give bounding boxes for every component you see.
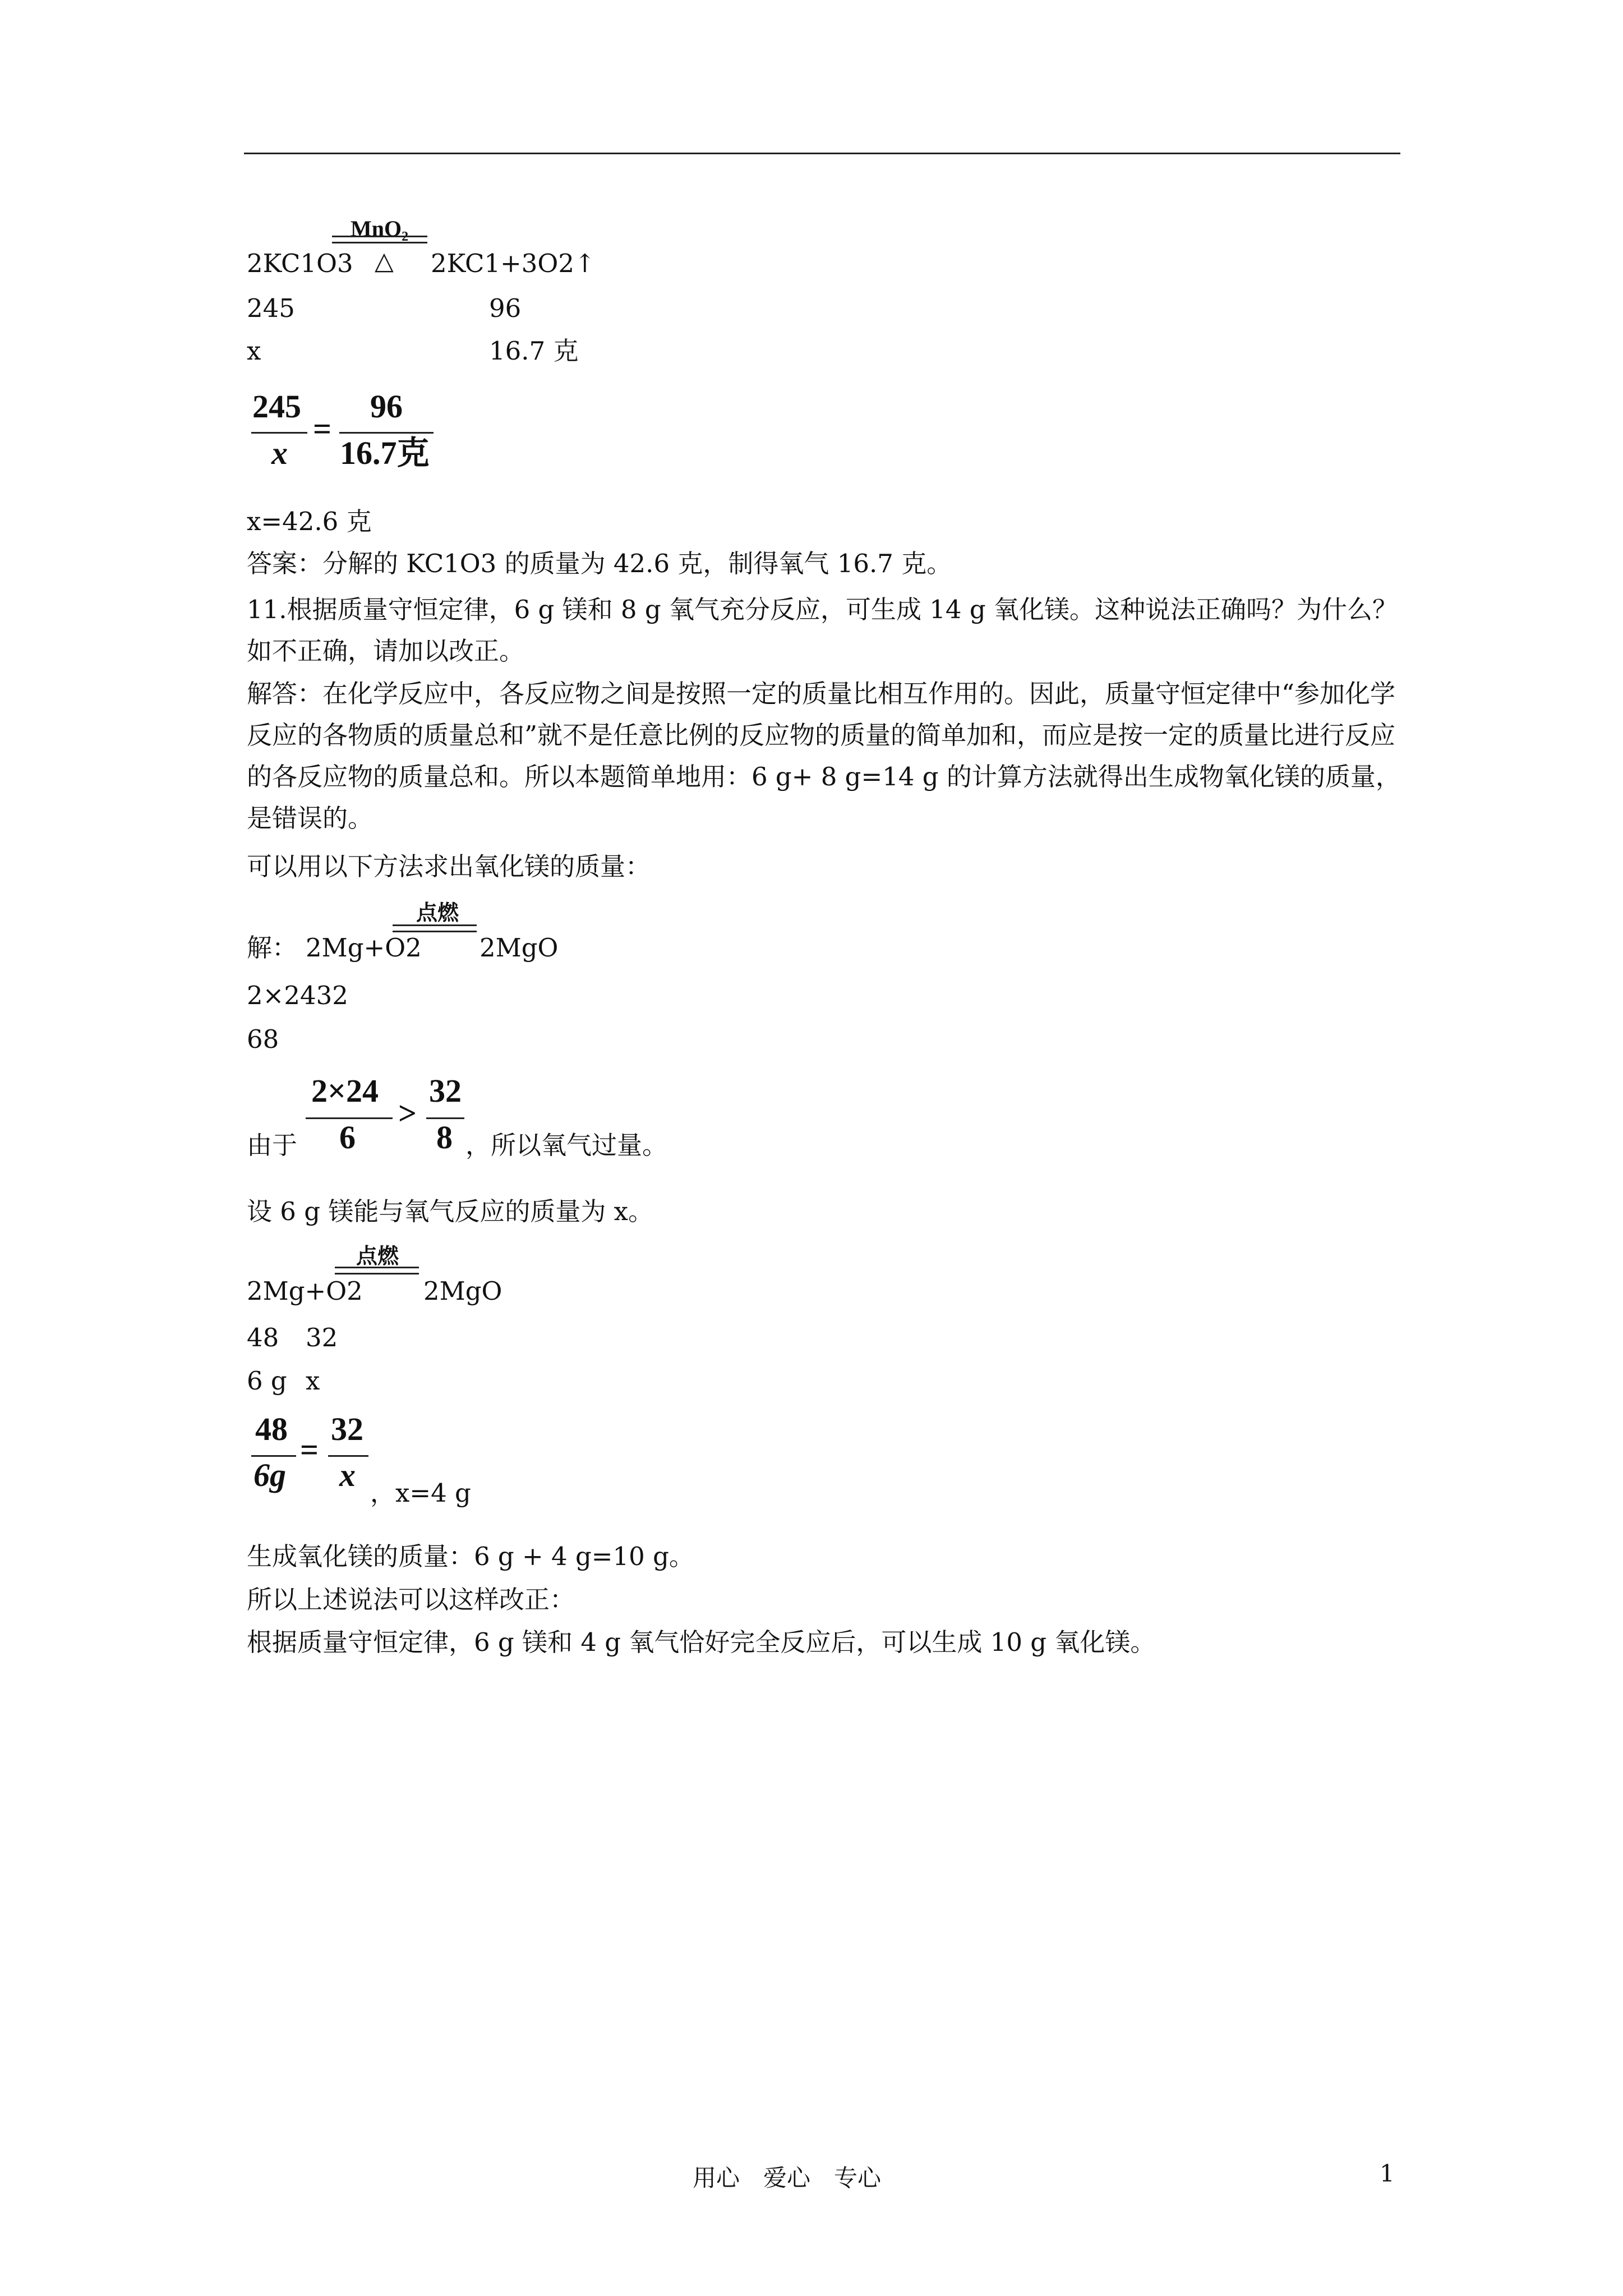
eq2-right: 2MgO <box>479 933 559 963</box>
frac3-equals: = <box>300 1432 319 1468</box>
eq3-condition: 点燃 <box>356 1245 399 1268</box>
catalyst-label: MnO₂ <box>351 216 409 241</box>
mass-line: 生成氧化镁的质量：6 g + 4 g=10 g。 <box>247 1542 694 1571</box>
frac2-tail: ，所以氧气过量。 <box>465 1130 668 1160</box>
frac3-den-left: 6g <box>253 1457 286 1493</box>
eq2-condition: 点燃 <box>416 901 459 925</box>
eq1-right: 2KC1+3O2↑ <box>431 249 596 278</box>
header-rule <box>244 153 1400 154</box>
eq1-var-right: 16.7 克 <box>489 336 579 366</box>
frac1-num-left: 245 <box>252 388 301 425</box>
reaction-arrow <box>332 236 427 243</box>
correct-line: 所以上述说法可以这样改正： <box>247 1585 575 1614</box>
eq2-left: 2Mg+O2 <box>306 933 422 963</box>
solution-paragraph: 解答：在化学反应中，各反应物之间是按照一定的质量比相互作用的。因此，质量守恒定律中“参加化学反应的各物质的质量总和”就不是任意比例的反应物的质量的简单加和，而应是按一定的质量比进行反应的各反应物的质量总和。所以本题简单地用：6 g+ 8 g=14 g 的计算方法就得出生成物氧化镁的质量，是错误的。 <box>247 679 1401 833</box>
frac2-num-left: 2×24 <box>311 1073 379 1109</box>
eq1-left: 2KC1O3 <box>247 249 353 278</box>
question-11: 11.根据质量守恒定律，6 g 镁和 8 g 氧气充分反应，可生成 14 g 氧化镁。这种说法正确吗？为什么？如不正确，请加以改正。 <box>247 595 1398 666</box>
eq3-row1-a: 48 <box>247 1323 279 1352</box>
frac1-den-left: x <box>271 435 288 471</box>
eq3-left: 2Mg+O2 <box>247 1276 363 1306</box>
answer-line: 答案：分解的 KC1O3 的质量为 42.6 克，制得氧气 16.7 克。 <box>247 549 952 578</box>
eq3-row2-b: x <box>306 1366 320 1396</box>
frac1-bar-right <box>339 432 434 434</box>
eq1-var-left: x <box>247 336 261 366</box>
frac2-num-right: 32 <box>429 1073 462 1109</box>
eq2-prefix: 解： <box>247 933 298 963</box>
frac2-op: > <box>398 1095 417 1131</box>
eq3-arrow <box>335 1267 419 1274</box>
eq2-row2: 68 <box>247 1024 279 1054</box>
eq3-right: 2MgO <box>423 1276 502 1306</box>
page-number: 1 <box>1380 2160 1395 2187</box>
frac1-num-right: 96 <box>370 388 403 425</box>
frac1-den-right: 16.7克 <box>340 435 430 471</box>
frac3-num-right: 32 <box>331 1411 363 1447</box>
frac1-bar-left <box>251 432 307 434</box>
final-line: 根据质量守恒定律，6 g 镁和 4 g 氧气恰好完全反应后，可以生成 10 g 氧化镁。 <box>247 1627 1156 1657</box>
frac3-num-left: 48 <box>255 1411 288 1447</box>
eq1-mass-right: 96 <box>489 293 522 323</box>
set-x-line: 设 6 g 镁能与氧气反应的质量为 x。 <box>247 1197 654 1226</box>
eq1-mass-left: 245 <box>247 293 295 323</box>
frac3-den-right: x <box>339 1457 356 1493</box>
eq2-row1: 2×2432 <box>247 981 348 1010</box>
frac2-lead: 由于 <box>247 1130 298 1160</box>
eq3-row1-b: 32 <box>306 1323 338 1352</box>
heat-symbol: △ <box>375 247 394 275</box>
frac1-equals: = <box>313 411 332 447</box>
frac3-tail: ，x=4 g <box>370 1478 471 1508</box>
frac2-den-left: 6 <box>339 1119 356 1156</box>
eq3-row2-a: 6 g <box>247 1366 287 1396</box>
footer-motto: 用心 爱心 专心 <box>693 2164 882 2192</box>
result-x: x=42.6 克 <box>247 507 372 536</box>
frac2-den-right: 8 <box>436 1119 453 1156</box>
method-line: 可以用以下方法求出氧化镁的质量： <box>247 852 651 881</box>
